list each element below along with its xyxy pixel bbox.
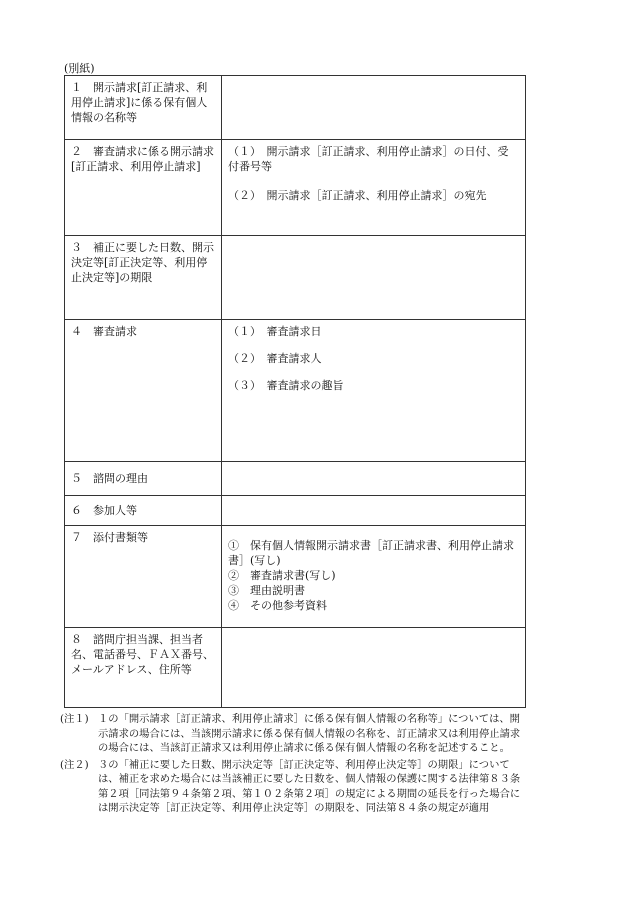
note-text: １の「開示請求［訂正請求、利用停止請求］に係る保有個人情報の名称等」については、開示請求の場合には、当該開示請求に係る保有個人情報の名称を、訂正請求又は利用停止請求の場合には、当該訂正請求又は利用停止請求に係る保有個人情報の名称を記述すること。 (98, 713, 521, 754)
note-mark: (注１) (60, 713, 89, 725)
row-label: ６ 参加人等 (71, 504, 137, 517)
row-label-cell (65, 628, 222, 708)
row-value-cell[interactable] (222, 320, 526, 462)
row-label-cell (65, 462, 222, 496)
table-row (65, 526, 526, 628)
row-label: ４ 審査請求 (71, 325, 137, 338)
note-text: ３の「補正に要した日数、開示決定等［訂正決定等、利用停止決定等］の期限」については、補正を求めた場合には当該補正に要した日数を、個人情報の保護に関する法律第８３条第２項［同法第９４条第２項、第１０２条第２項］の規定による期間の延長を行った場合には開示決定等［訂正決定等、利用停止決定等］の期限を、同法第８４条の規定が適用 (98, 758, 521, 814)
row-value-cell[interactable] (222, 236, 526, 320)
row-value-cell[interactable] (222, 526, 526, 628)
table-row (65, 628, 526, 708)
table-row (65, 76, 526, 140)
row-value-cell[interactable] (222, 628, 526, 708)
list-item: （１） 開示請求［訂正請求、利用停止請求］の日付、受付番号等 (228, 145, 509, 173)
row-value-cell[interactable] (222, 462, 526, 496)
note-item (60, 712, 530, 756)
row-label: ８ 諮問庁担当課、担当者名、電話番号、ＦＡＸ番号、メールアドレス、住所等 (71, 633, 214, 676)
note-mark: (注２) (60, 758, 89, 771)
list-item: ① 保有個人情報開示請求書［訂正請求書、利用停止請求書］(写し) (228, 539, 514, 567)
row-label: ２ 審査請求に係る開示請求[訂正請求、利用停止請求] (71, 145, 214, 173)
list-item: （２） 開示請求［訂正請求、利用停止請求］の宛先 (228, 189, 487, 202)
row-label-cell (65, 140, 222, 236)
list-item: ② 審査請求書(写し) (228, 569, 336, 582)
table-row (65, 236, 526, 320)
table-row (65, 496, 526, 526)
list-item: （２） 審査請求人 (228, 352, 322, 365)
row-value-cell[interactable] (222, 496, 526, 526)
row-label-cell (65, 496, 222, 526)
row-label-cell (65, 236, 222, 320)
attachment-heading: (別紙) (64, 62, 95, 75)
table-row (65, 320, 526, 462)
consultation-form-table (64, 75, 526, 708)
row-value-cell[interactable] (222, 76, 526, 140)
notes-section (60, 712, 530, 818)
row-label: ７ 添付書類等 (71, 531, 148, 544)
list-item: （１） 審査請求日 (228, 325, 322, 338)
row-label-cell (65, 526, 222, 628)
row-label: ３ 補正に要した日数、開示決定等[訂正決定等、利用停止決定等]の期限 (71, 241, 214, 284)
row-label: １ 開示請求[訂正請求、利用停止請求]に係る保有個人情報の名称等 (71, 81, 208, 124)
list-item: （３） 審査請求の趣旨 (228, 379, 344, 392)
row-label: ５ 諮問の理由 (71, 472, 148, 485)
row-label-cell (65, 76, 222, 140)
table-row (65, 140, 526, 236)
note-item (60, 758, 530, 816)
list-item: ③ 理由説明書 (228, 584, 305, 597)
row-label-cell (65, 320, 222, 462)
table-row (65, 462, 526, 496)
list-item: ④ その他参考資料 (228, 599, 327, 612)
row-value-cell[interactable] (222, 140, 526, 236)
